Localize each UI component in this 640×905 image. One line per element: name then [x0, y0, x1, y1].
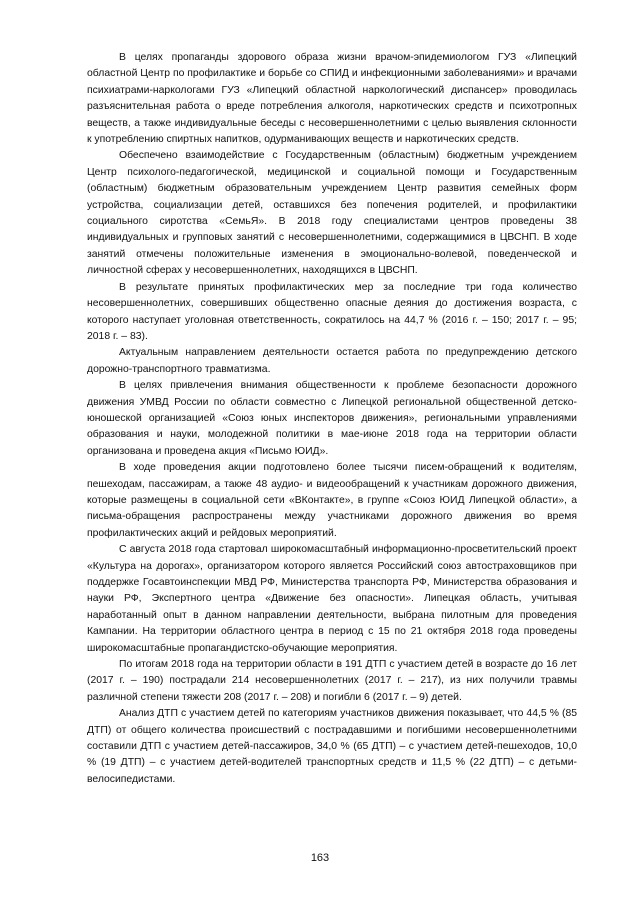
paragraph-4: Актуальным направлением деятельности остается работа по предупреждению детского дорожно-транспортного травматизма.	[87, 347, 577, 375]
paragraph-3: В результате принятых профилактических мер за последние три года количество несовершеннолетних, совершивших общественно опасные деяния до достижения возраста, с которого наступает уголовная ответственность, сократилось на 44,7 % (2016 г. – 150; 2017 г. – 95; 2018 г. – 83).	[87, 281, 577, 342]
paragraph-9: Анализ ДТП с участием детей по категориям участников движения показывает, что 44,5 % (85 ДТП) от общего количества происшествий с пострадавшими и погибшими несовершеннолетними составили ДТП с участием детей-пассажиров, 34,0 % (65 ДТП) – с участием детей-пешеходов, 10,0 % (19 ДТП) – с участием детей-водителей транспортных средств и 11,5 % (22 ДТП) – с детьми-велосипедистами.	[87, 708, 577, 785]
page-number: 163	[310, 852, 330, 864]
paragraph-8: По итогам 2018 года на территории области в 191 ДТП с участием детей в возрасте до 16 лет (2017 г. – 190) пострадали 214 несовершеннолетних (2017 г. – 217), из них получили травмы различной степени тяжести 208 (2017 г. – 208) и погибли 6 (2017 г. – 9) детей.	[87, 659, 577, 703]
paragraph-1: В целях пропаганды здорового образа жизни врачом-эпидемиологом ГУЗ «Липецкий областной Центр по профилактике и борьбе со СПИД и инфекционными заболеваниями» и врачами психиатрами-наркологами ГУЗ «Липецкий областной наркологический диспансер» проводилась разъяснительная работа о вреде потребления алкоголя, наркотических средств и психотропных веществ, а также индивидуальные беседы с несовершеннолетними с целью выявления склонности к употреблению спиртных напитков, одурманивающих веществ и наркотических средств.	[87, 52, 577, 146]
paragraph-5: В целях привлечения внимания общественности к проблеме безопасности дорожного движения УМВД России по области совместно с Липецкой региональной общественной детско-юношеской организацией «Союз юных инспекторов движения», региональными управлениями образования и науки, молодежной политики в мае-июне 2018 года на территории области организована и проведена акция «Письмо ЮИД».	[87, 380, 577, 457]
document-body	[87, 50, 577, 788]
paragraph-2: Обеспечено взаимодействие с Государственным (областным) бюджетным учреждением Центр психолого-педагогической, медицинской и социальной помощи и Государственным (областным) бюджетным образовательным учреждением Центр развития семейных форм устройства, социализации детей, оставшихся без попечения родителей, и профилактики социального сиротства «СемьЯ». В 2018 году специалистами центров проведены 38 индивидуальных и групповых занятий с несовершеннолетними, содержащимися в ЦВСНП. В ходе занятий отмечены положительные изменения в эмоционально-волевой, поведенческой и личностной сферах у несовершеннолетних, находящихся в ЦВСНП.	[87, 150, 577, 277]
paragraph-7: С августа 2018 года стартовал широкомасштабный информационно-просветительский проект «Культура на дорогах», организатором которого является Российский союз автостраховщиков при поддержке Госавтоинспекции МВД РФ, Министерства транспорта РФ, Министерства образования и науки РФ, Экспертного центра «Движение без опасности». Липецкая область, учитывая наработанный опыт в данном направлении деятельности, выбрана пилотным для проведения Кампании. На территории областного центра в период с 15 по 21 октября 2018 года проведены широкомасштабные пропагандистско-обучающие мероприятия.	[87, 544, 577, 654]
paragraph-6: В ходе проведения акции подготовлено более тысячи писем-обращений к водителям, пешеходам, пассажирам, а также 48 аудио- и видеообращений к участникам дорожного движения, которые размещены в социальной сети «ВКонтакте», в группе «Союз ЮИД Липецкой области», а письма-обращения распространены между участниками дорожного движения во время профилактических акций и рейдовых мероприятий.	[87, 462, 577, 539]
